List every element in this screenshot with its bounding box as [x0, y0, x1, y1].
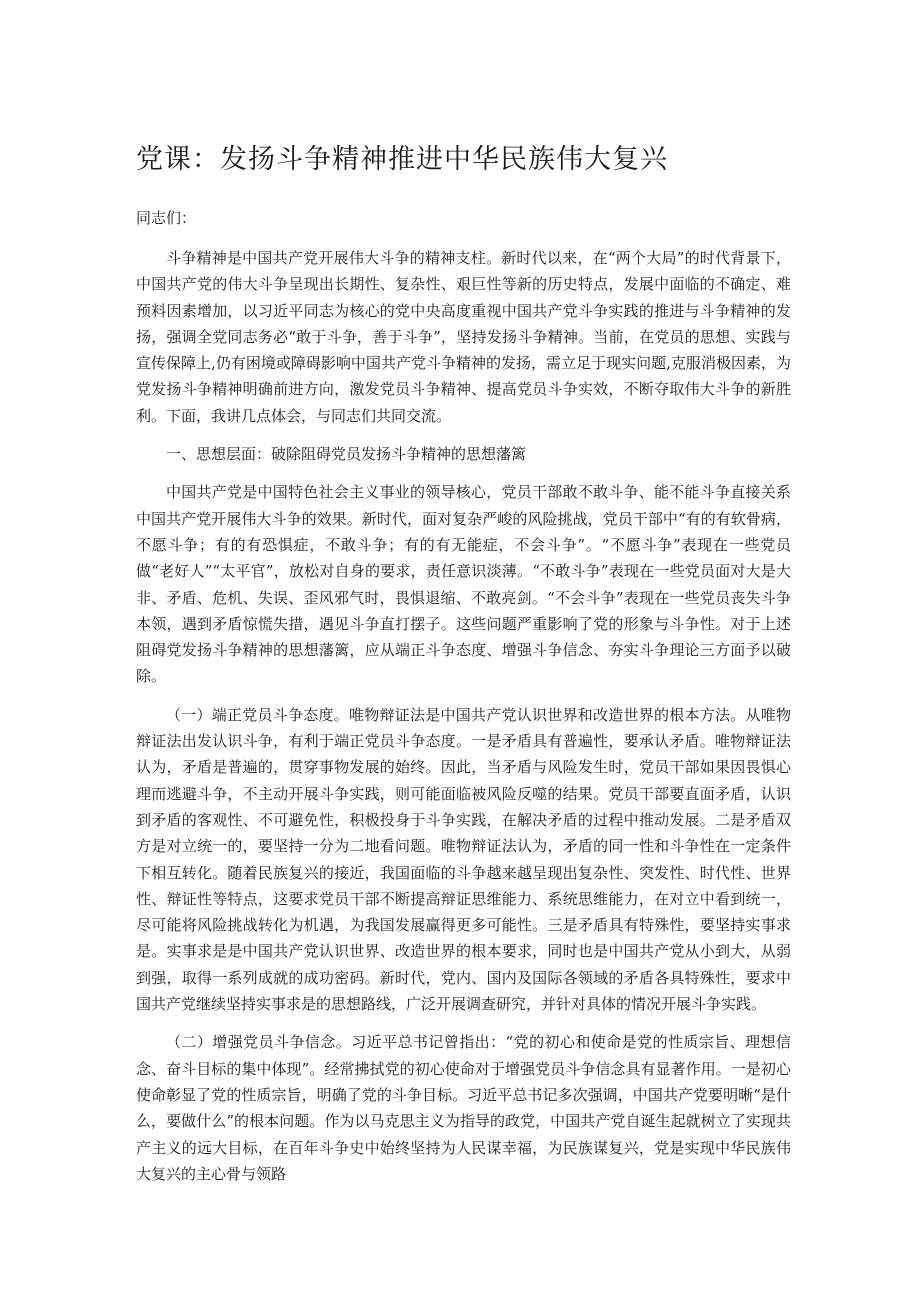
point-1-paragraph: [136, 702, 791, 1018]
point-1-body: 唯物辩证法是中国共产党认识世界和改造世界的根本方法。从唯物辩证法出发认识斗争，有利于端正党员斗争态度。一是矛盾具有普遍性，要承认矛盾。唯物辩证法认为，矛盾是普遍的，贯穿事物发展的始终。因此，当矛盾与风险发生时，党员干部如果因畏惧心理而逃避斗争，不主动开展斗争实践，则可能面临被风险反噬的结果。党员干部要直面矛盾，认识到矛盾的客观性、不可避免性，积极投身于斗争实践，在解决矛盾的过程中推动发展。二是矛盾双方是对立统一的，要坚持一分为二地看问题。唯物辩证法认为，矛盾的同一性和斗争性在一定条件下相互转化。随着民族复兴的接近，我国面临的斗争越来越呈现出复杂性、突发性、时代性、世界性、辩证性等特点，这要求党员干部不断提高辩证思维能力、系统思维能力，在对立中看到统一，尽可能将风险挑战转化为机遇，为我国发展赢得更多可能性。三是矛盾具有特殊性，要坚持实事求是。实事求是是中国共产党认识世界、改造世界的根本要求，同时也是中国共产党从小到大，从弱到强，取得一系列成就的成功密码。新时代，党内、国内及国际各领域的矛盾各具特殊性，要求中国共产党继续坚持实事求是的思想路线，广泛开展调查研究，并针对具体的情况开展斗争实践。: [136, 705, 791, 1014]
point-2-title: （二）增强党员斗争信念。: [166, 1033, 352, 1052]
document-title: 党课：发扬斗争精神推进中华民族伟大复兴: [136, 144, 668, 175]
section-1-paragraph: 中国共产党是中国特色社会主义事业的领导核心，党员干部敢不敢斗争、能不能斗争直接关系中国共产党开展伟大斗争的效果。新时代，面对复杂严峻的风险挑战，党员干部中“有的有软骨病，不愿斗争；有的有恐惧症，不敢斗争；有的有无能症，不会斗争”。“不愿斗争”表现在一些党员做“老好人”“太平官”，放松对自身的要求，责任意识淡薄。“不敢斗争”表现在一些党员面对大是大非、矛盾、危机、失误、歪风邪气时，畏惧退缩、不敢亮剑。“不会斗争”表现在一些党员丧失斗争本领，遇到矛盾惊慌失措，遇见斗争直打摆子。这些问题严重影响了党的形象与斗争性。对于上述阻碍党发扬斗争精神的思想藩篱，应从端正斗争态度、增强斗争信念、夯实斗争理论三方面予以破除。: [136, 483, 791, 686]
point-2-paragraph: [136, 1029, 791, 1187]
section-heading-1: 一、思想层面：破除阻碍党员发扬斗争精神的思想藩篱: [166, 445, 527, 464]
point-1-title: （一）端正党员斗争态度。: [166, 705, 349, 724]
document-page: [136, 138, 791, 1199]
intro-paragraph: 斗争精神是中国共产党开展伟大斗争的精神支柱。新时代以来，在“两个大局”的时代背景下，中国共产党的伟大斗争呈现出长期性、复杂性、艰巨性等新的历史特点，发展中面临的不确定、难预料因素增加，以习近平同志为核心的党中央高度重视中国共产党斗争实践的推进与斗争精神的发扬，强调全党同志务必“敢于斗争，善于斗争”，坚持发扬斗争精神。当前，在党员的思想、实践与宣传保障上,仍有困境或障碍影响中国共产党斗争精神的发扬，需立足于现实问题,克服消极因素，为党发扬斗争精神明确前进方向，激发党员斗争精神、提高党员斗争实效，不断夺取伟大斗争的新胜利。下面，我讲几点体会，与同志们共同交流。: [136, 249, 791, 425]
salutation: 同志们：: [136, 209, 197, 227]
point-2-body: 习近平总书记曾指出：“党的初心和使命是党的性质宗旨、理想信念、奋斗目标的集中体现”。经常拂拭党的初心使命对于增强党员斗争信念具有显著作用。一是初心使命彰显了党的性质宗旨，明确了党的斗争目标。习近平总书记多次强调，中国共产党要明晰“是什么，要做什么”的根本问题。作为以马克思主义为指导的政党，中国共产党自诞生起就树立了实现共产主义的远大目标，在百年斗争史中始终坚持为人民谋幸福，为民族谋复兴，党是实现中华民族伟大复兴的主心骨与领路: [136, 1033, 791, 1183]
